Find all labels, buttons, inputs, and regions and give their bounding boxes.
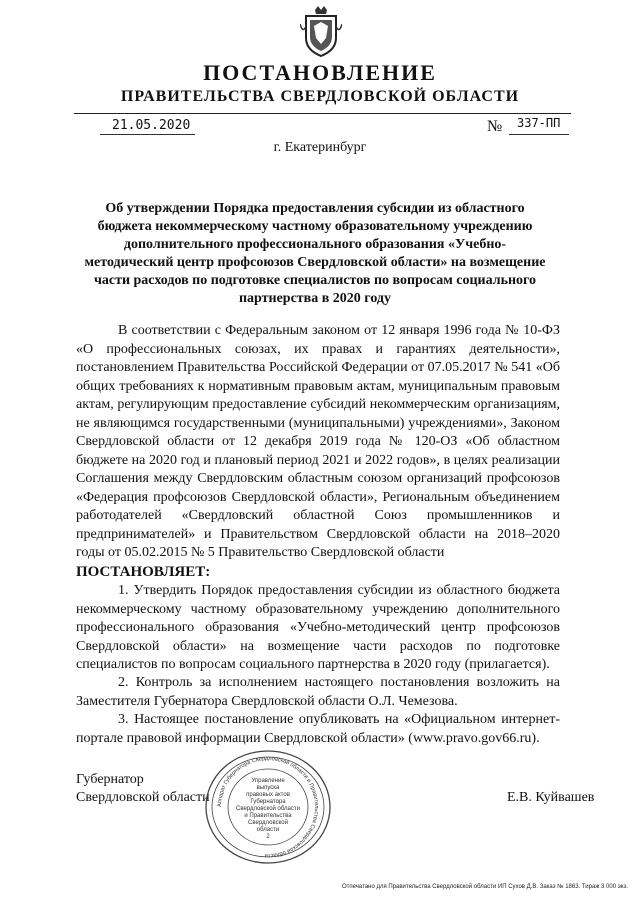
seal-line-4: Губернатора (250, 799, 286, 805)
preamble-paragraph: В соответствии с Федеральным законом от 12 января 1996 года № 10-ФЗ «О профессиональных союзах, их правах и гарантиях деятельности», постановлением Правительства Российской Федерации от 07.05.2017 № 541 «Об общих требованиях к нормативным правовым актам, муниципальным правовым актам, регулирующим предоставление субсидий некоммерческим организациям, не являющимся государственными (муниципальными) учреждениями», Законом Свердловской области от 12 декабря 2019 года № 120-ОЗ «Об областном бюджете на 2020 год и плановый период 2021 и 2022 годов», в целях реализации Соглашения между Свердловским областным союзом организаций профсоюзов «Федерация профсоюзов Свердловской области», Региональным объединением работодателей «Свердловский областной Союз промышленников и предпринимателей» и Правительством Свердловской области на 2018–2020 годы от 05.02.2015 № 5 Правительство Свердловской области (76, 323, 560, 560)
seal-line-8: области (256, 827, 280, 833)
page-title: ПОСТАНОВЛЕНИЕ (203, 60, 437, 85)
seal-line-5: Свердловской области (235, 806, 301, 812)
seal-line-2: выпуска (256, 785, 280, 791)
seal-line-6: и Правительства (244, 813, 292, 819)
signatory-name: Е.В. Куйвашев (507, 790, 595, 805)
print-footer: Отпечатано для Правительства Свердловской области ИП Сухов Д.В. Заказ № 1863. Тираж 3 000 экз. (342, 884, 628, 890)
header-divider (74, 113, 571, 114)
seal-line-1: Управление (251, 778, 285, 784)
coat-of-arms-icon (300, 4, 342, 58)
seal-line-3: правовых актов (246, 792, 290, 798)
official-seal-icon (203, 748, 333, 866)
signatory-position-line1: Губернатор (76, 772, 144, 787)
number-underline (509, 134, 569, 135)
resolves-heading: ПОСТАНОВЛЯЕТ: (76, 564, 211, 580)
date-underline (100, 134, 195, 135)
page-subtitle: ПРАВИТЕЛЬСТВА СВЕРДЛОВСКОЙ ОБЛАСТИ (120, 88, 520, 105)
document-number: 337-ПП (517, 116, 561, 130)
number-sign: № (487, 118, 503, 135)
item-2-paragraph: 2. Контроль за исполнением настоящего постановления возложить на Заместителя Губернатора Свердловской области О.Л. Чемезова. (76, 675, 560, 709)
seal-line-7: Свердловской (248, 820, 288, 826)
city-line: г. Екатеринбург (273, 140, 367, 155)
document-date: 21.05.2020 (112, 118, 191, 133)
item-1-paragraph: 1. Утвердить Порядок предоставления субсидии из областного бюджета некоммерческому частному образовательному учреждению дополнительного профессионального образования «Учебно-методический центр профсоюзов Свердловской области» на возмещение части расходов по подготовке специалистов по вопросам социального партнерства в 2020 году (прилагается). (76, 583, 560, 672)
seal-line-9: 2 (266, 834, 270, 840)
item-3-paragraph: 3. Настоящее постановление опубликовать на «Официальном интернет-портале правовой информации Свердловской области» (www.pravo.gov66.ru). (76, 712, 560, 746)
signatory-position-line2: Свердловской области (76, 790, 210, 805)
seal-outer-text: Аппарат Губернатора Свердловской области и Правительства Свердловской области (216, 755, 320, 859)
document-title: Об утверждении Порядка предоставления субсидии из областного бюджета некоммерческому частному образовательному учреждению дополнительного профессионального образования «Учебно-методический центр профсоюзов Свердловской области» на возмещение части расходов по подготовке специалистов по вопросам социального партнерства в 2020 году (84, 201, 546, 306)
